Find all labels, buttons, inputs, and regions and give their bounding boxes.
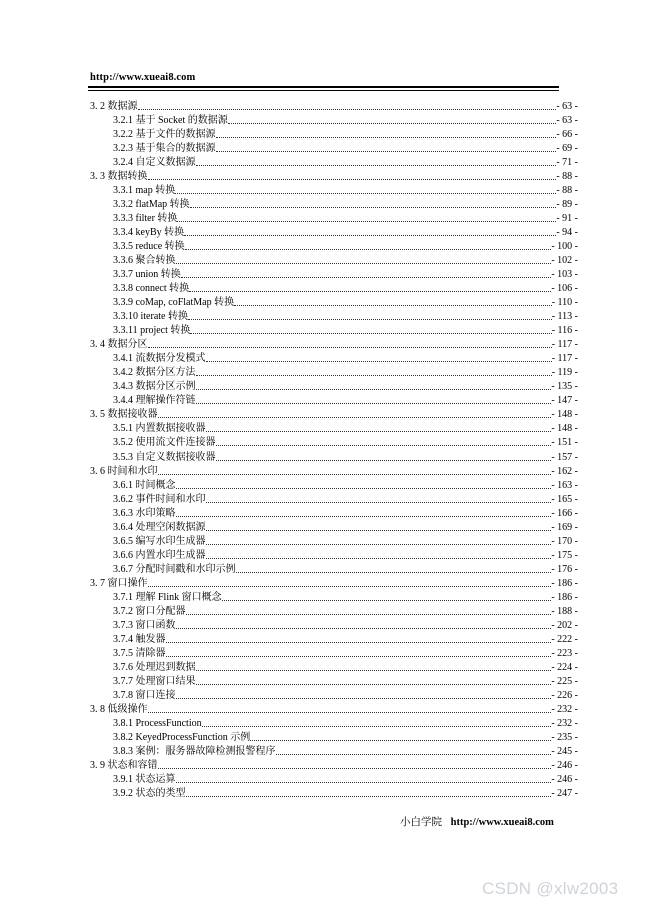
toc-dot-leader: [250, 740, 551, 741]
toc-entry-label: 3.3.2 flatMap 转换: [113, 199, 190, 211]
toc-subsection[interactable]: [90, 729, 578, 743]
toc-dot-leader: [206, 544, 552, 545]
toc-dot-leader: [276, 754, 552, 755]
toc-page-number: - 157 -: [551, 451, 578, 463]
toc-page-number: - 94 -: [556, 227, 578, 239]
toc-dot-leader: [176, 782, 552, 783]
toc-page-number: - 246 -: [551, 773, 578, 785]
toc-page-number: - 247 -: [551, 787, 578, 799]
toc-subsection[interactable]: [90, 785, 578, 799]
toc-dot-leader: [216, 151, 557, 152]
toc-page-number: - 170 -: [551, 535, 578, 547]
toc-entry-label: 3.4.2 数据分区方法: [113, 367, 196, 379]
toc-page-number: - 222 -: [551, 633, 578, 645]
toc-subsection[interactable]: [90, 561, 578, 575]
toc-page-number: - 163 -: [551, 479, 578, 491]
toc-dot-leader: [176, 698, 552, 699]
toc-entry-label: 3.6.2 事件时间和水印: [113, 493, 206, 505]
toc-dot-leader: [196, 375, 552, 376]
toc-dot-leader: [186, 614, 552, 615]
toc-subsection[interactable]: [90, 294, 578, 308]
toc-dot-leader: [206, 502, 552, 503]
toc-entry-label: 3.2.1 基于 Socket 的数据源: [113, 115, 228, 127]
toc-page-number: - 147 -: [551, 395, 578, 407]
toc-subsection[interactable]: [90, 505, 578, 519]
toc-entry-label: 3.7.8 窗口连接: [113, 689, 176, 701]
toc-section[interactable]: [90, 463, 578, 477]
toc-page-number: - 148 -: [551, 423, 578, 435]
toc-dot-leader: [206, 558, 552, 559]
toc-page-number: - 148 -: [551, 409, 578, 421]
toc-section[interactable]: [90, 98, 578, 112]
toc-entry-label: 3.5.1 内置数据接收器: [113, 423, 206, 435]
toc-section[interactable]: [90, 406, 578, 420]
toc-page-number: - 223 -: [551, 647, 578, 659]
toc-entry-label: 3. 2 数据源: [90, 101, 138, 112]
toc-dot-leader: [158, 474, 552, 475]
toc-page-number: - 88 -: [556, 185, 578, 197]
toc-entry-label: 3.7.7 处理窗口结果: [113, 675, 196, 687]
toc-subsection[interactable]: [90, 280, 578, 294]
toc-page-number: - 186 -: [551, 577, 578, 589]
toc-page-number: - 224 -: [551, 661, 578, 673]
toc-entry-label: 3. 5 数据接收器: [90, 409, 158, 421]
toc-page-number: - 151 -: [551, 437, 578, 449]
toc-dot-leader: [148, 179, 557, 180]
toc-page-number: - 91 -: [556, 213, 578, 225]
toc-subsection[interactable]: [90, 112, 578, 126]
toc-entry-label: 3.7.4 触发器: [113, 633, 166, 645]
toc-subsection[interactable]: [90, 449, 578, 463]
toc-entry-label: 3. 7 窗口操作: [90, 577, 148, 589]
toc-subsection[interactable]: [90, 238, 578, 252]
toc-page-number: - 89 -: [556, 199, 578, 211]
toc-subsection[interactable]: [90, 603, 578, 617]
toc-dot-leader: [176, 488, 552, 489]
footer-org: 小白学院: [400, 817, 442, 828]
toc-dot-leader: [206, 431, 552, 432]
toc-subsection[interactable]: [90, 659, 578, 673]
toc-page-number: - 106 -: [551, 283, 578, 295]
toc-page-number: - 225 -: [551, 675, 578, 687]
toc-page-number: - 245 -: [551, 745, 578, 757]
toc-dot-leader: [176, 628, 552, 629]
header-url[interactable]: http://www.xueai8.com: [90, 72, 196, 83]
toc-entry-label: 3.6.3 水印策略: [113, 507, 176, 519]
toc-dot-leader: [196, 403, 552, 404]
toc-subsection[interactable]: [90, 491, 578, 505]
toc-page-number: - 232 -: [551, 703, 578, 715]
toc-entry-label: 3. 4 数据分区: [90, 339, 148, 351]
toc-dot-leader: [158, 417, 552, 418]
toc-subsection[interactable]: [90, 715, 578, 729]
toc-dot-leader: [196, 165, 557, 166]
toc-dot-leader: [138, 109, 557, 110]
toc-entry-label: 3.5.3 自定义数据接收器: [113, 451, 216, 463]
toc-entry-label: 3.7.3 窗口函数: [113, 619, 176, 631]
toc-page-number: - 69 -: [556, 143, 578, 155]
footer-url[interactable]: http://www.xueai8.com: [450, 817, 554, 828]
toc-dot-leader: [177, 221, 556, 222]
toc-dot-leader: [148, 586, 552, 587]
toc-page-number: - 235 -: [551, 731, 578, 743]
toc-page-number: - 162 -: [551, 465, 578, 477]
toc-page-number: - 176 -: [551, 563, 578, 575]
toc-dot-leader: [196, 670, 552, 671]
toc-page-number: - 63 -: [556, 115, 578, 127]
toc-section[interactable]: [90, 701, 578, 715]
toc-subsection[interactable]: [90, 771, 578, 785]
toc-page-number: - 202 -: [551, 619, 578, 631]
toc-subsection[interactable]: [90, 224, 578, 238]
toc-subsection[interactable]: [90, 196, 578, 210]
toc-dot-leader: [206, 361, 552, 362]
toc-entry-label: 3.3.4 keyBy 转换: [113, 227, 185, 239]
toc-entry-label: 3.3.3 filter 转换: [113, 213, 178, 225]
toc-page-number: - 116 -: [551, 325, 578, 337]
toc-subsection[interactable]: [90, 589, 578, 603]
toc-entry-label: 3.3.5 reduce 转换: [113, 241, 185, 253]
toc-dot-leader: [189, 291, 551, 292]
toc-page-number: - 110 -: [551, 297, 578, 309]
toc-entry-label: 3.4.3 数据分区示例: [113, 381, 196, 393]
toc-entry-label: 3.3.9 coMap, coFlatMap 转换: [113, 297, 235, 309]
toc-page-number: - 188 -: [551, 605, 578, 617]
toc-page-number: - 169 -: [551, 521, 578, 533]
toc-dot-leader: [196, 684, 552, 685]
toc-entry-label: 3.3.10 iterate 转换: [113, 311, 188, 323]
toc-dot-leader: [190, 333, 551, 334]
toc-dot-leader: [190, 207, 557, 208]
toc-entry-label: 3.8.3 案例：服务器故障检测报警程序: [113, 745, 276, 757]
toc-subsection[interactable]: [90, 547, 578, 561]
toc-subsection[interactable]: [90, 392, 578, 406]
toc-dot-leader: [158, 768, 552, 769]
toc-dot-leader: [222, 600, 552, 601]
toc-dot-leader: [176, 263, 552, 264]
toc-entry-label: 3. 6 时间和水印: [90, 465, 158, 477]
toc-page-number: - 66 -: [556, 129, 578, 141]
toc-subsection[interactable]: [90, 434, 578, 448]
toc-entry-label: 3.6.5 编写水印生成器: [113, 535, 206, 547]
toc-section[interactable]: [90, 336, 578, 350]
toc-page-number: - 226 -: [551, 689, 578, 701]
toc-subsection[interactable]: [90, 378, 578, 392]
footer: [400, 814, 554, 829]
toc-entry-label: 3.7.1 理解 Flink 窗口概念: [113, 591, 222, 603]
toc-entry-label: 3.6.7 分配时间戳和水印示例: [113, 563, 236, 575]
toc-dot-leader: [236, 572, 552, 573]
toc-dot-leader: [216, 445, 552, 446]
toc-dot-leader: [216, 137, 557, 138]
toc-page-number: - 135 -: [551, 381, 578, 393]
toc-section[interactable]: [90, 757, 578, 771]
toc-entry-label: 3.3.1 map 转换: [113, 185, 176, 197]
toc-entry-label: 3.4.1 流数据分发模式: [113, 353, 206, 365]
toc-subsection[interactable]: [90, 252, 578, 266]
toc-page-number: - 88 -: [556, 171, 578, 183]
toc-dot-leader: [186, 796, 552, 797]
toc-entry-label: 3.2.2 基于文件的数据源: [113, 129, 216, 141]
toc-dot-leader: [175, 193, 556, 194]
toc-entry-label: 3.4.4 理解操作符链: [113, 395, 196, 407]
toc-dot-leader: [188, 319, 552, 320]
toc-subsection[interactable]: [90, 645, 578, 659]
toc-entry-label: 3.8.2 KeyedProcessFunction 示例: [113, 731, 251, 743]
toc-section[interactable]: [90, 168, 578, 182]
toc-subsection[interactable]: [90, 210, 578, 224]
toc-dot-leader: [202, 726, 552, 727]
toc-dot-leader: [234, 305, 552, 306]
toc-dot-leader: [148, 712, 552, 713]
toc-page-number: - 119 -: [551, 367, 578, 379]
toc-entry-label: 3.9.1 状态运算: [113, 773, 176, 785]
toc-page-number: - 63 -: [556, 101, 578, 112]
toc-dot-leader: [166, 642, 552, 643]
toc-subsection[interactable]: [90, 308, 578, 322]
toc-entry-label: 3. 3 数据转换: [90, 171, 148, 183]
header-rule-thin: [88, 90, 559, 91]
toc-subsection[interactable]: [90, 743, 578, 757]
toc-subsection[interactable]: [90, 617, 578, 631]
toc-subsection[interactable]: [90, 519, 578, 533]
toc-page-number: - 113 -: [551, 311, 578, 323]
toc-page-number: - 165 -: [551, 493, 578, 505]
toc-dot-leader: [216, 460, 552, 461]
toc-page-number: - 103 -: [551, 269, 578, 281]
toc-page-number: - 71 -: [556, 157, 578, 169]
toc-subsection[interactable]: [90, 420, 578, 434]
toc-page-number: - 100 -: [551, 241, 578, 253]
header-rule-thick: [88, 86, 559, 88]
toc-subsection[interactable]: [90, 687, 578, 701]
toc-entry-label: 3.6.6 内置水印生成器: [113, 549, 206, 561]
toc-dot-leader: [176, 516, 552, 517]
toc-dot-leader: [166, 656, 552, 657]
toc-page-number: - 232 -: [551, 717, 578, 729]
toc-page-number: - 117 -: [551, 339, 578, 351]
toc-entry-label: 3.7.2 窗口分配器: [113, 605, 186, 617]
toc-subsection[interactable]: [90, 477, 578, 491]
toc-subsection[interactable]: [90, 673, 578, 687]
toc-page-number: - 102 -: [551, 255, 578, 267]
toc-section[interactable]: [90, 575, 578, 589]
toc-page-number: - 186 -: [551, 591, 578, 603]
toc-entry-label: 3.7.5 清除器: [113, 647, 166, 659]
toc-entry-label: 3.6.4 处理空闲数据源: [113, 521, 206, 533]
toc-entry-label: 3.3.6 聚合转换: [113, 255, 176, 267]
toc-page-number: - 246 -: [551, 759, 578, 771]
toc-entry-label: 3.9.2 状态的类型: [113, 787, 186, 799]
toc-subsection[interactable]: [90, 533, 578, 547]
toc-dot-leader: [181, 277, 552, 278]
toc-subsection[interactable]: [90, 350, 578, 364]
toc-subsection[interactable]: [90, 154, 578, 168]
toc-dot-leader: [184, 235, 556, 236]
toc-entry-label: 3.5.2 使用流文件连接器: [113, 437, 216, 449]
toc-entry-label: 3.3.7 union 转换: [113, 269, 181, 281]
toc-subsection[interactable]: [90, 631, 578, 645]
toc-page-number: - 117 -: [551, 353, 578, 365]
toc-subsection[interactable]: [90, 182, 578, 196]
toc-entry-label: 3.8.1 ProcessFunction: [113, 717, 202, 729]
toc-subsection[interactable]: [90, 140, 578, 154]
toc-entry-label: 3.6.1 时间概念: [113, 479, 176, 491]
toc-subsection[interactable]: [90, 266, 578, 280]
toc-dot-leader: [196, 389, 552, 390]
watermark: CSDN @xlw2003: [482, 879, 619, 898]
toc-dot-leader: [206, 530, 552, 531]
toc-subsection[interactable]: [90, 322, 578, 336]
toc-page-number: - 166 -: [551, 507, 578, 519]
toc-entry-label: 3.3.8 connect 转换: [113, 283, 190, 295]
toc-subsection[interactable]: [90, 126, 578, 140]
toc-dot-leader: [185, 249, 552, 250]
toc-entry-label: 3. 9 状态和容错: [90, 759, 158, 771]
toc-entry-label: 3. 8 低级操作: [90, 703, 148, 715]
toc-entry-label: 3.3.11 project 转换: [113, 325, 191, 337]
toc-dot-leader: [228, 123, 557, 124]
toc-subsection[interactable]: [90, 364, 578, 378]
toc-entry-label: 3.7.6 处理迟到数据: [113, 661, 196, 673]
toc-page-number: - 175 -: [551, 549, 578, 561]
toc-entry-label: 3.2.3 基于集合的数据源: [113, 143, 216, 155]
toc-entry-label: 3.2.4 自定义数据源: [113, 157, 196, 169]
toc-dot-leader: [148, 347, 552, 348]
